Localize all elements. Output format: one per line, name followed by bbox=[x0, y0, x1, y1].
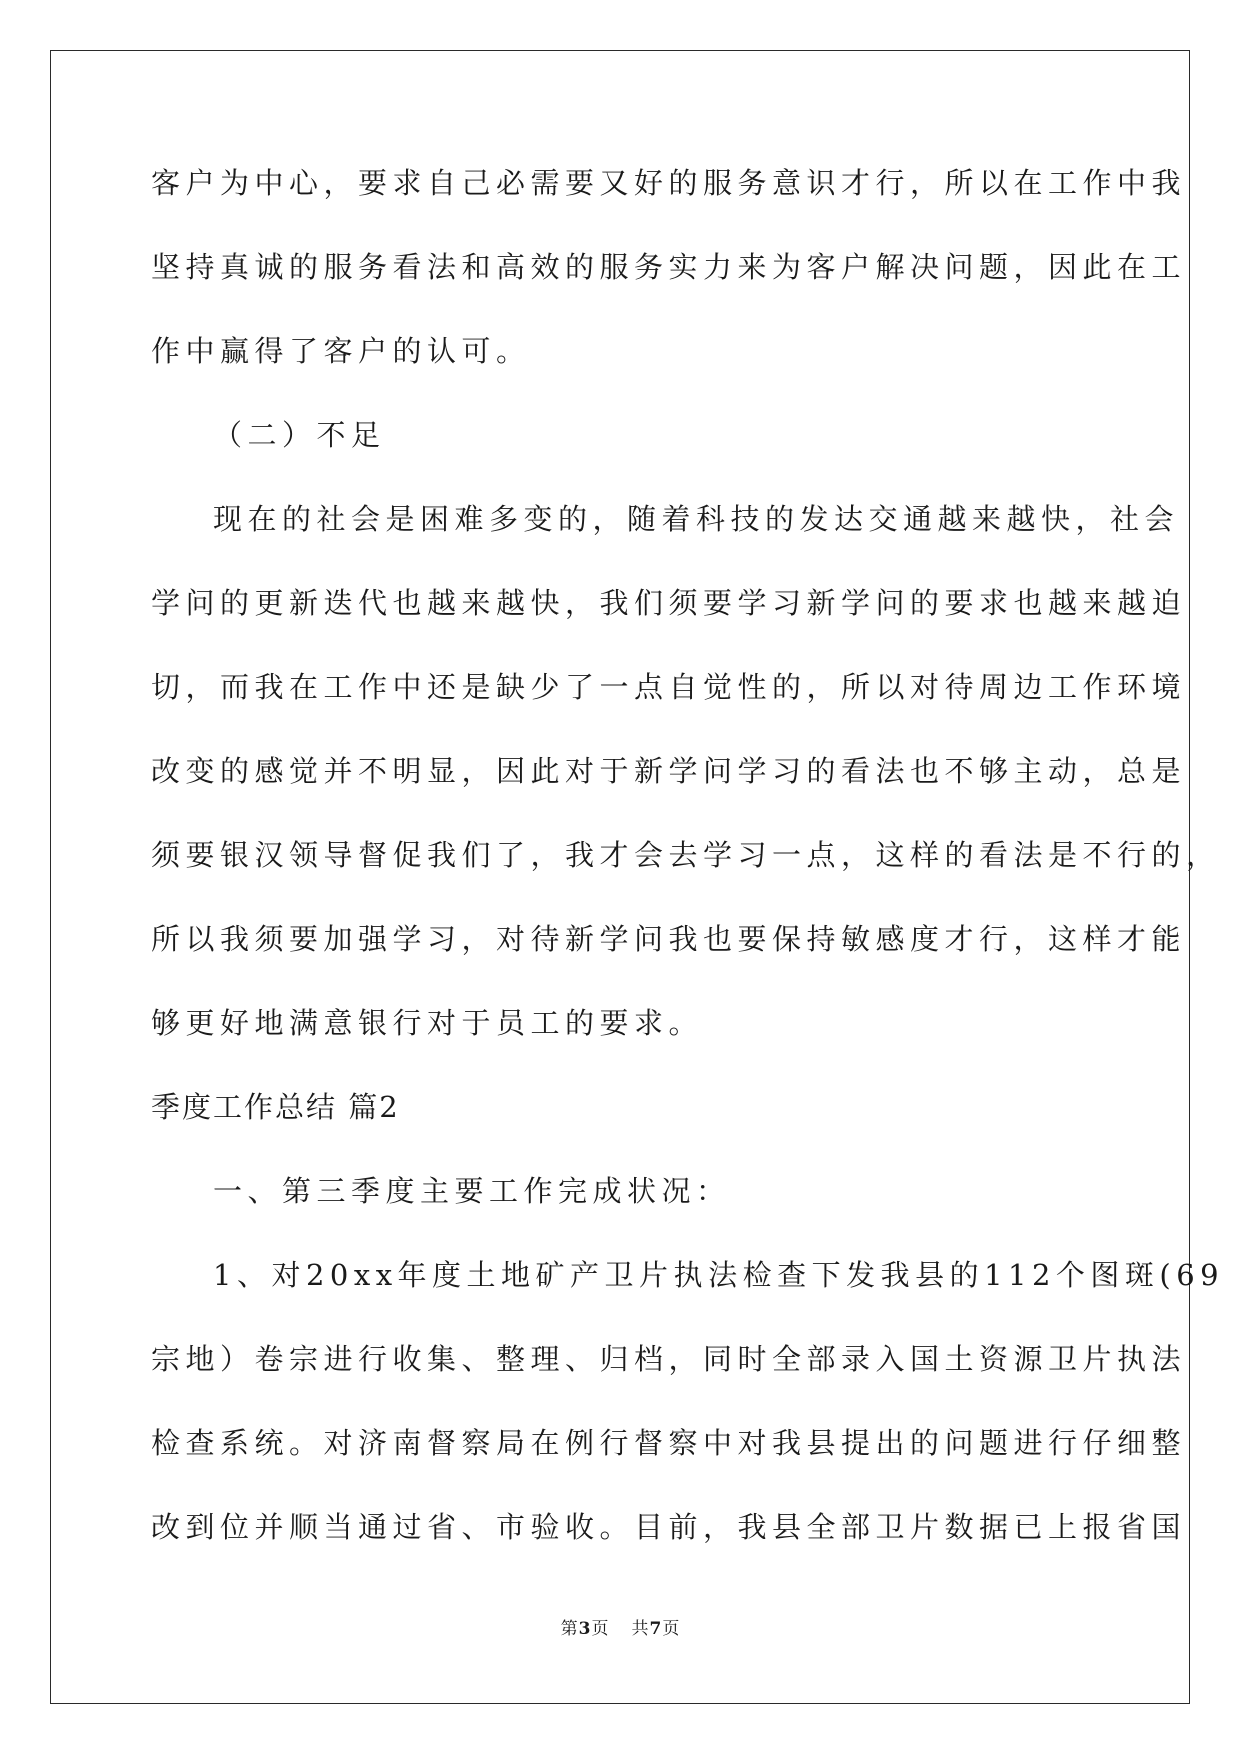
text-line: 须要银汉领导督促我们了，我才会去学习一点，这样的看法是不行的， bbox=[151, 838, 1221, 872]
text-line: 切，而我在工作中还是缺少了一点自觉性的，所以对待周边工作环境 bbox=[151, 670, 1187, 704]
article-title: 季度工作总结 篇2 bbox=[151, 1090, 400, 1124]
text-line: 现在的社会是困难多变的，随着科技的发达交通越来越快，社会 bbox=[213, 502, 1180, 536]
text-line: 宗地）卷宗进行收集、整理、归档，同时全部录入国土资源卫片执法 bbox=[151, 1342, 1187, 1376]
document-body bbox=[151, 163, 1225, 1591]
text-line: 学问的更新迭代也越来越快，我们须要学习新学问的要求也越来越迫 bbox=[151, 586, 1187, 620]
text-line: 作中赢得了客户的认可。 bbox=[151, 334, 531, 368]
text-line: 够更好地满意银行对于员工的要求。 bbox=[151, 1006, 704, 1040]
text-line: 改到位并顺当通过省、市验收。目前，我县全部卫片数据已上报省国 bbox=[151, 1510, 1187, 1544]
text-line: 检查系统。对济南督察局在例行督察中对我县提出的问题进行仔细整 bbox=[151, 1426, 1187, 1460]
section-heading-q3-work: 一、第三季度主要工作完成状况： bbox=[213, 1174, 731, 1208]
text-line: 客户为中心，要求自己必需要又好的服务意识才行，所以在工作中我 bbox=[151, 166, 1187, 200]
page-number: 3 bbox=[578, 1619, 592, 1639]
text-line: 改变的感觉并不明显，因此对于新学问学习的看法也不够主动，总是 bbox=[151, 754, 1187, 788]
text-line: 1、对20xx年度土地矿产卫片执法检查下发我县的112个图斑(69 bbox=[213, 1258, 1225, 1292]
total-prefix: 共 bbox=[631, 1619, 650, 1639]
total-suffix: 页 bbox=[662, 1619, 681, 1639]
text-line: 所以我须要加强学习，对待新学问我也要保持敏感度才行，这样才能 bbox=[151, 922, 1187, 956]
total-pages: 7 bbox=[649, 1619, 663, 1639]
text-line: 坚持真诚的服务看法和高效的服务实力来为客户解决问题，因此在工 bbox=[151, 250, 1187, 284]
section-heading-shortcomings: （二）不足 bbox=[213, 418, 386, 452]
page-suffix: 页 bbox=[591, 1619, 610, 1639]
page-footer bbox=[0, 1617, 1241, 1641]
page-prefix: 第 bbox=[560, 1619, 579, 1639]
